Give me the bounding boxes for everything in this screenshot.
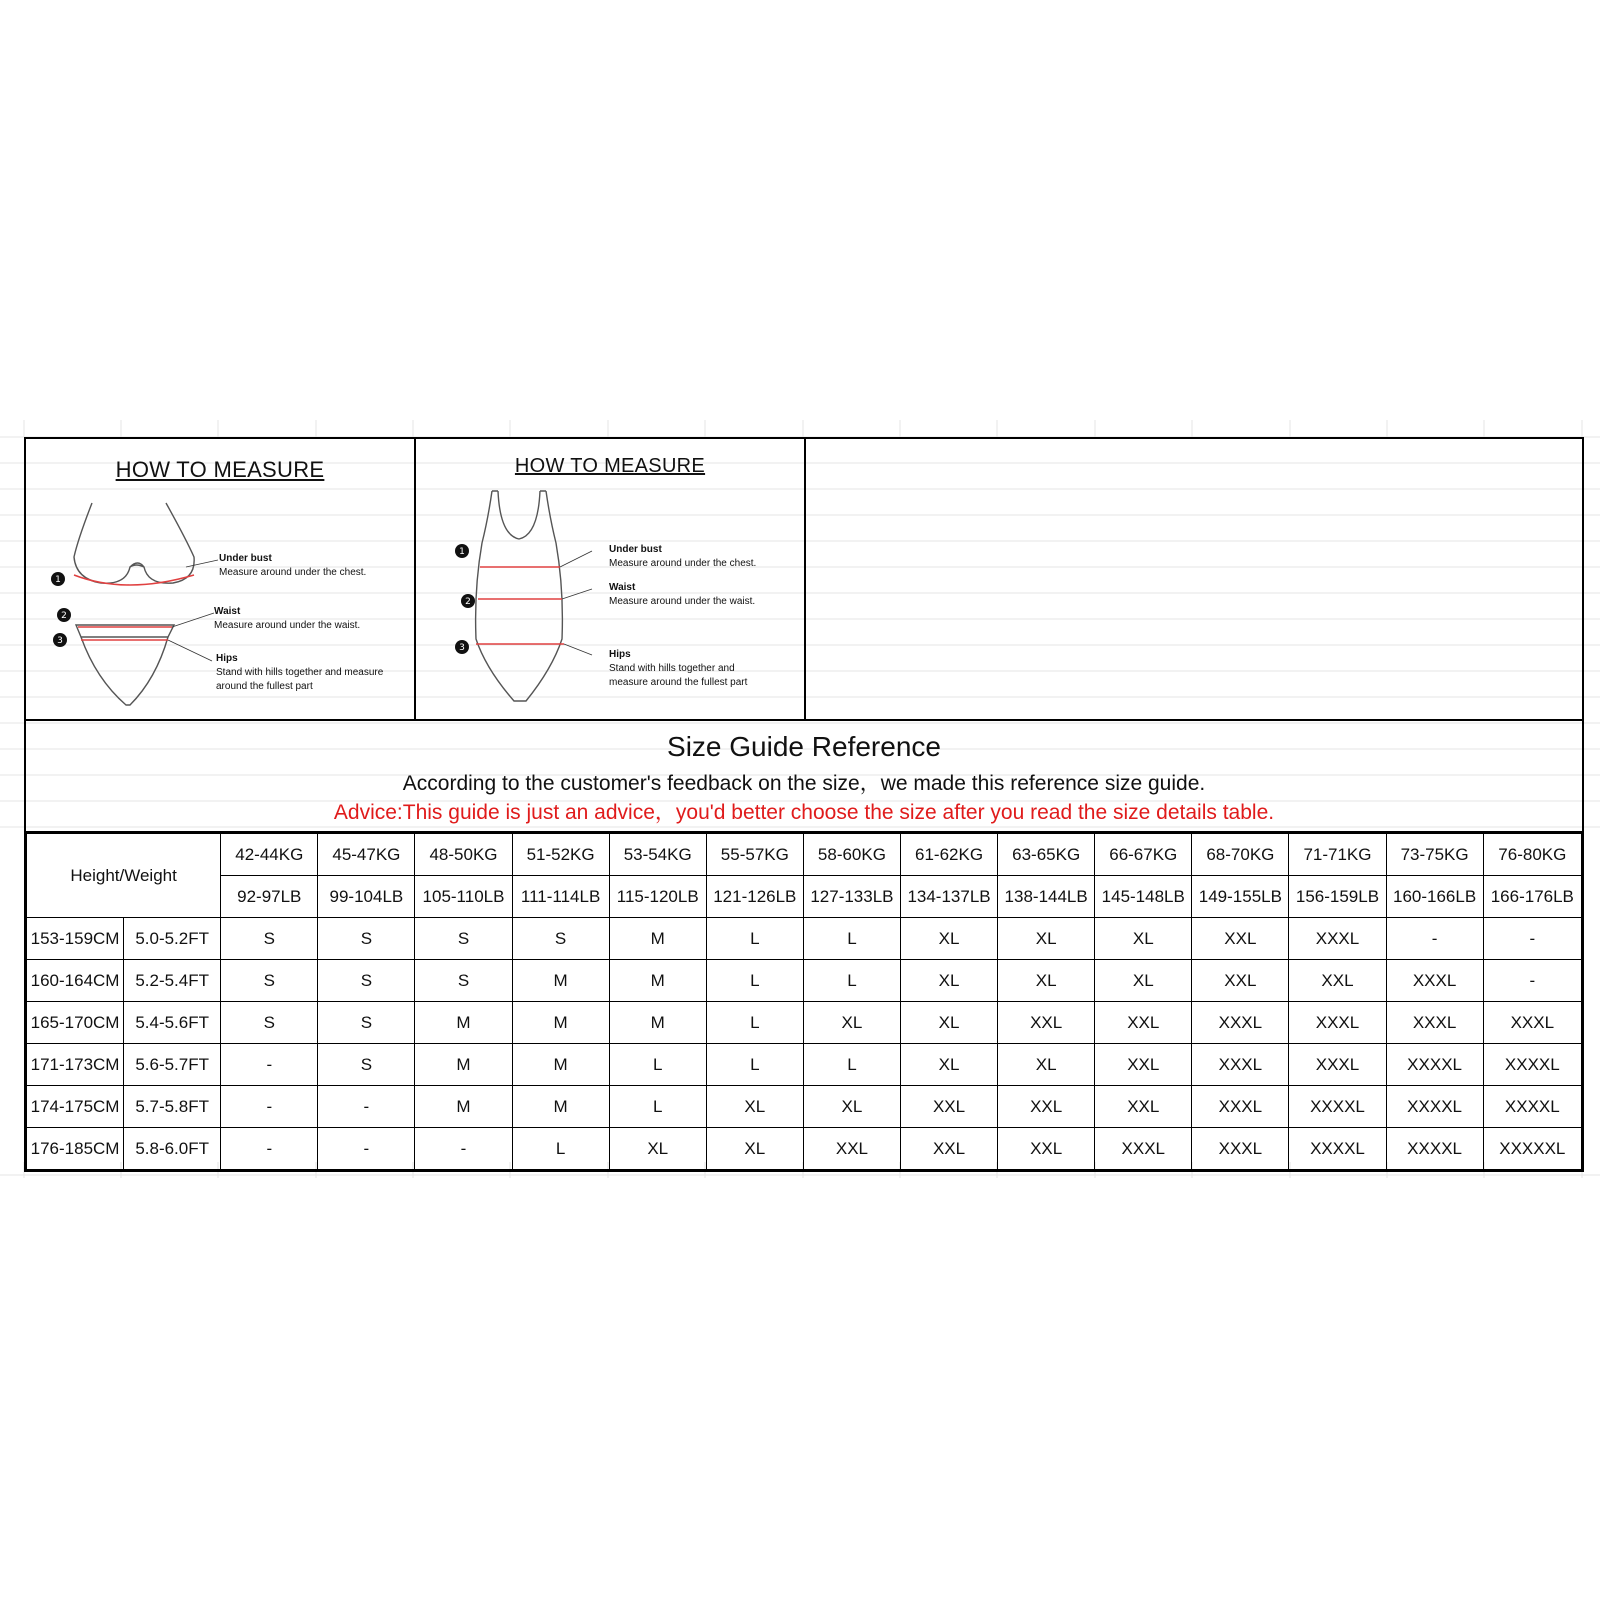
size-cell: XL <box>1095 960 1192 1002</box>
weight-kg-header: 76-80KG <box>1483 834 1581 876</box>
weight-lb-header: 156-159LB <box>1289 876 1386 918</box>
num-1: 1 <box>55 575 61 585</box>
weight-lb-header: 166-176LB <box>1483 876 1581 918</box>
size-cell: - <box>1483 960 1581 1002</box>
height-cm: 171-173CM <box>27 1044 124 1086</box>
size-cell: XXL <box>998 1128 1095 1170</box>
weight-kg-row <box>27 834 1582 876</box>
reference-advice: Advice:This guide is just an advice，you'd better choose the size after you read the size details table. <box>333 801 1275 824</box>
measure-panel-bikini <box>26 439 416 719</box>
num-1: 1 <box>459 547 465 557</box>
size-table <box>26 833 1582 1170</box>
weight-lb-header: 138-144LB <box>998 876 1095 918</box>
size-cell: M <box>512 1086 609 1128</box>
height-ft: 5.6-5.7FT <box>124 1044 221 1086</box>
size-cell: XXL <box>1095 1002 1192 1044</box>
size-cell: - <box>1386 918 1483 960</box>
size-cell: L <box>803 1044 900 1086</box>
reference-note: According to the customer's feedback on the size，we made this reference size guide. <box>402 772 1206 795</box>
size-cell: M <box>512 960 609 1002</box>
height-ft: 5.0-5.2FT <box>124 918 221 960</box>
weight-lb-header: 105-110LB <box>415 876 512 918</box>
size-cell: S <box>318 1002 415 1044</box>
height-cm: 176-185CM <box>27 1128 124 1170</box>
size-cell: XL <box>900 960 997 1002</box>
size-cell: XXXL <box>1386 960 1483 1002</box>
size-cell: XXXL <box>1192 1128 1289 1170</box>
size-cell: L <box>706 1044 803 1086</box>
size-cell: XXXL <box>1386 1002 1483 1044</box>
size-cell: L <box>706 1002 803 1044</box>
weight-lb-header: 92-97LB <box>221 876 318 918</box>
size-cell: XXL <box>998 1002 1095 1044</box>
size-cell: M <box>512 1002 609 1044</box>
weight-lb-header: 145-148LB <box>1095 876 1192 918</box>
size-cell: XL <box>998 918 1095 960</box>
label-waist: Waist Measure around under the waist. <box>214 606 361 631</box>
num-3: 3 <box>57 636 63 646</box>
size-cell: M <box>609 918 706 960</box>
num-2: 2 <box>465 597 471 607</box>
size-cell: S <box>415 918 512 960</box>
size-cell: XL <box>706 1128 803 1170</box>
height-ft: 5.7-5.8FT <box>124 1086 221 1128</box>
size-cell: XXL <box>1192 918 1289 960</box>
table-row <box>27 1002 1582 1044</box>
table-row <box>27 918 1582 960</box>
weight-kg-header: 42-44KG <box>221 834 318 876</box>
weight-lb-header: 160-166LB <box>1386 876 1483 918</box>
size-cell: L <box>609 1044 706 1086</box>
size-guide-reference <box>26 721 1582 833</box>
size-cell: XXXL <box>1192 1044 1289 1086</box>
size-cell: XXXXL <box>1289 1128 1386 1170</box>
size-cell: S <box>221 1002 318 1044</box>
weight-lb-row <box>27 876 1582 918</box>
size-cell: XL <box>706 1086 803 1128</box>
size-cell: XXL <box>900 1128 997 1170</box>
size-cell: XL <box>900 1044 997 1086</box>
weight-kg-header: 45-47KG <box>318 834 415 876</box>
size-cell: - <box>318 1128 415 1170</box>
size-cell: XXXXL <box>1289 1086 1386 1128</box>
size-cell: XXXL <box>1289 1044 1386 1086</box>
size-cell: XXXL <box>1483 1002 1581 1044</box>
num-3: 3 <box>459 643 465 653</box>
size-cell: XL <box>803 1002 900 1044</box>
size-cell: S <box>318 918 415 960</box>
size-cell: XXXL <box>1095 1128 1192 1170</box>
size-cell: M <box>609 1002 706 1044</box>
label-hips: Hips Stand with hills together and measure around the fullest part <box>609 649 748 688</box>
size-cell: XL <box>900 918 997 960</box>
weight-kg-header: 66-67KG <box>1095 834 1192 876</box>
size-guide-sheet <box>24 437 1584 1172</box>
size-cell: XL <box>803 1086 900 1128</box>
size-cell: L <box>706 960 803 1002</box>
size-cell: S <box>512 918 609 960</box>
size-cell: XXXL <box>1289 1002 1386 1044</box>
weight-kg-header: 53-54KG <box>609 834 706 876</box>
weight-kg-header: 71-71KG <box>1289 834 1386 876</box>
weight-lb-header: 149-155LB <box>1192 876 1289 918</box>
size-cell: XL <box>609 1128 706 1170</box>
weight-kg-header: 61-62KG <box>900 834 997 876</box>
height-cm: 165-170CM <box>27 1002 124 1044</box>
table-row <box>27 1128 1582 1170</box>
weight-kg-header: 73-75KG <box>1386 834 1483 876</box>
table-row <box>27 1086 1582 1128</box>
corner-label: Height/Weight <box>27 834 221 918</box>
size-cell: XXXXL <box>1386 1086 1483 1128</box>
weight-lb-header: 121-126LB <box>706 876 803 918</box>
size-cell: - <box>415 1128 512 1170</box>
size-cell: XXL <box>1095 1086 1192 1128</box>
size-cell: - <box>221 1128 318 1170</box>
size-cell: XL <box>998 960 1095 1002</box>
size-cell: XXL <box>1095 1044 1192 1086</box>
size-cell: - <box>221 1044 318 1086</box>
size-cell: XL <box>998 1044 1095 1086</box>
size-cell: XXXXL <box>1386 1128 1483 1170</box>
panel-title: HOW TO MEASURE <box>514 455 706 477</box>
size-cell: XXXXXL <box>1483 1128 1581 1170</box>
size-cell: XXXL <box>1192 1086 1289 1128</box>
size-cell: XXXXL <box>1483 1044 1581 1086</box>
height-cm: 160-164CM <box>27 960 124 1002</box>
panel-title: HOW TO MEASURE <box>115 457 325 482</box>
weight-kg-header: 55-57KG <box>706 834 803 876</box>
size-cell: - <box>221 1086 318 1128</box>
weight-kg-header: 48-50KG <box>415 834 512 876</box>
size-cell: XXXXL <box>1386 1044 1483 1086</box>
size-cell: XXXL <box>1289 918 1386 960</box>
reference-title: Size Guide Reference <box>667 731 941 762</box>
empty-panel <box>806 439 1582 719</box>
size-cell: XXL <box>998 1086 1095 1128</box>
size-cell: S <box>221 918 318 960</box>
weight-lb-header: 127-133LB <box>803 876 900 918</box>
label-under-bust: Under bust Measure around under the chest. <box>219 553 367 578</box>
size-cell: M <box>415 1086 512 1128</box>
size-cell: L <box>706 918 803 960</box>
size-cell: S <box>318 960 415 1002</box>
size-cell: M <box>415 1044 512 1086</box>
size-cell: L <box>803 960 900 1002</box>
num-2: 2 <box>61 611 67 621</box>
size-cell: S <box>415 960 512 1002</box>
size-cell: XXL <box>803 1128 900 1170</box>
weight-kg-header: 68-70KG <box>1192 834 1289 876</box>
size-cell: L <box>803 918 900 960</box>
label-hips: Hips Stand with hills together and measure around the fullest part <box>216 653 384 692</box>
size-cell: S <box>318 1044 415 1086</box>
weight-lb-header: 111-114LB <box>512 876 609 918</box>
measure-panel-one-piece <box>416 439 806 719</box>
height-ft: 5.4-5.6FT <box>124 1002 221 1044</box>
size-cell: - <box>318 1086 415 1128</box>
size-cell: M <box>609 960 706 1002</box>
size-cell: M <box>415 1002 512 1044</box>
height-cm: 174-175CM <box>27 1086 124 1128</box>
size-cell: L <box>512 1128 609 1170</box>
size-cell: - <box>1483 918 1581 960</box>
height-ft: 5.2-5.4FT <box>124 960 221 1002</box>
weight-kg-header: 58-60KG <box>803 834 900 876</box>
size-cell: XXL <box>900 1086 997 1128</box>
label-waist: Waist Measure around under the waist. <box>609 582 756 607</box>
label-under-bust: Under bust Measure around under the chest. <box>609 544 757 569</box>
height-ft: 5.8-6.0FT <box>124 1128 221 1170</box>
size-cell: XXL <box>1289 960 1386 1002</box>
size-cell: S <box>221 960 318 1002</box>
size-cell: XXXL <box>1192 1002 1289 1044</box>
size-cell: XXXXL <box>1483 1086 1581 1128</box>
size-cell: L <box>609 1086 706 1128</box>
table-row <box>27 960 1582 1002</box>
weight-lb-header: 99-104LB <box>318 876 415 918</box>
weight-lb-header: 115-120LB <box>609 876 706 918</box>
size-cell: XL <box>900 1002 997 1044</box>
size-cell: M <box>512 1044 609 1086</box>
size-cell: XXL <box>1192 960 1289 1002</box>
weight-lb-header: 134-137LB <box>900 876 997 918</box>
weight-kg-header: 63-65KG <box>998 834 1095 876</box>
height-cm: 153-159CM <box>27 918 124 960</box>
weight-kg-header: 51-52KG <box>512 834 609 876</box>
table-row <box>27 1044 1582 1086</box>
measure-row <box>26 439 1582 721</box>
size-cell: XL <box>1095 918 1192 960</box>
